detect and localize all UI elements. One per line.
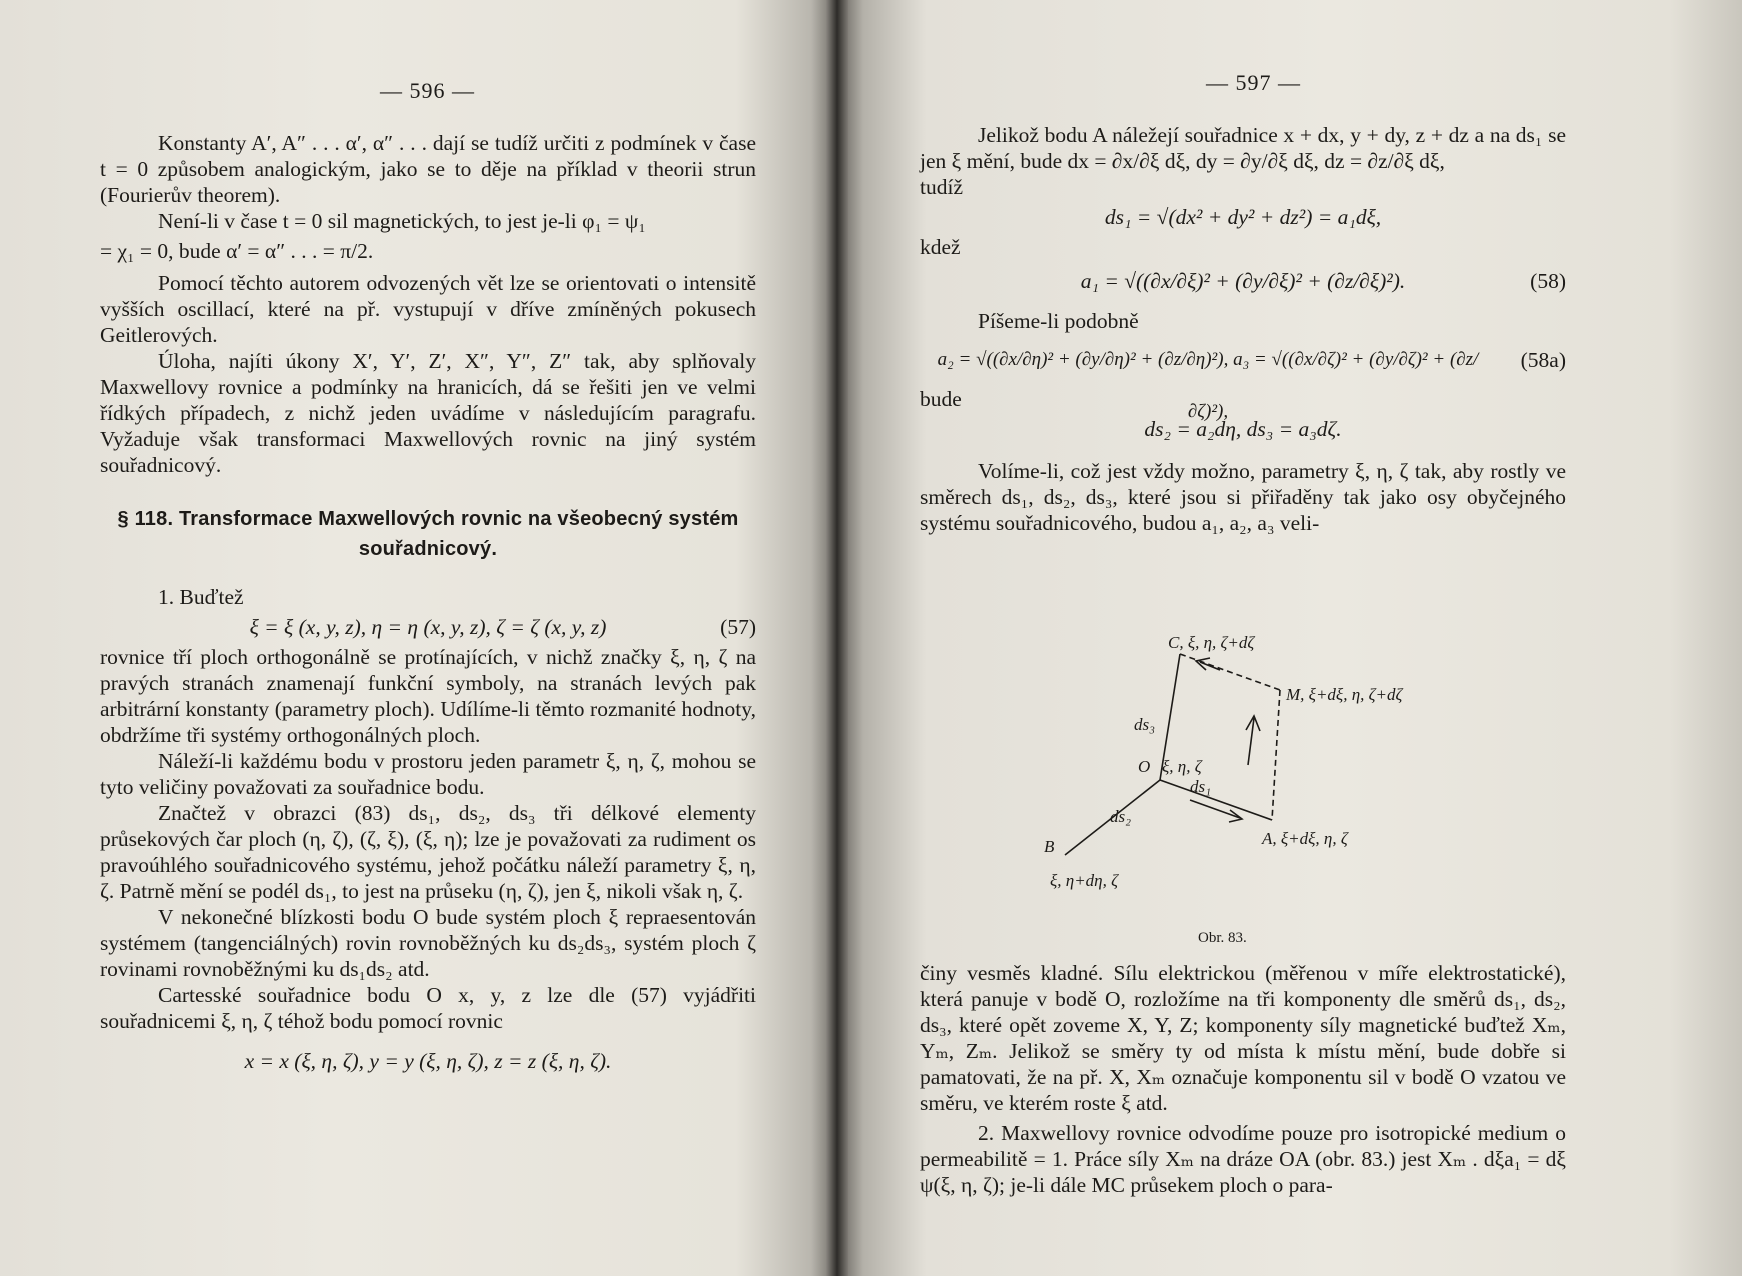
paragraph: Pomocí těchto autorem odvozených vět lze se orientovati o intensitě vyšších oscillací, které na př. vystupují v dříve zmíněných pokusech Geitlerových.: [100, 271, 756, 347]
label-bude: bude: [920, 387, 962, 411]
paragraph: V nekonečné blízkosti bodu O bude systém ploch ξ repraesentován systémem (tangenciálných) rovin rovnoběžných ku ds₂ds₃, systém ploch ζ rovinami rovnoběžnými ku ds₁ds₂ atd.: [100, 905, 756, 981]
equation-58: [920, 260, 1566, 302]
book-gutter: [826, 0, 848, 1276]
paragraph: Píšeme-li podobně: [978, 309, 1139, 333]
label-m: M, ξ+dξ, η, ζ+dζ: [1286, 685, 1403, 704]
equation-body: ds₂ = a₂dη, ds₃ = a₃dζ.: [1144, 417, 1342, 441]
edge-oa: [1160, 780, 1272, 820]
arrow-cm: [1200, 662, 1220, 670]
label-ds3: ds₃: [1134, 715, 1156, 734]
left-column: [100, 130, 756, 1078]
paragraph: 2. Maxwellovy rovnice odvodíme pouze pro isotropické medium o permeabilitě = 1. Práce síly Xₘ na dráze OA (obr. 83.) jest Xₘ . dξa₁ = dξ ψ(ξ, η, ζ); je-li dále MC průsekem ploch o para-: [920, 1121, 1566, 1197]
equation-body: ds₁ = √(dx² + dy² + dz²) = a₁dξ,: [1104, 205, 1382, 229]
label-tudiz: tudíž: [920, 175, 963, 199]
paragraph: Volíme-li, což jest vždy možno, parametry ξ, η, ζ tak, aby rostly ve směrech ds₁, ds₂, ds₃, které jsou si přiřaděny tak jako osy obyčejného systému souřadnicového, budou a₁, a₂, a₃ veli-: [920, 459, 1566, 535]
label-b-coords: ξ, η+dη, ζ: [1050, 871, 1118, 890]
label-a: A, ξ+dξ, η, ζ: [1262, 829, 1348, 848]
equation-final: [100, 1044, 756, 1078]
equation-number: (58a): [1520, 348, 1566, 372]
label-kdez: kdež: [920, 235, 961, 259]
arrow-ds1: [1190, 800, 1240, 818]
equation-number: (58): [1530, 269, 1566, 293]
edge-cm: [1180, 654, 1280, 690]
equation-number: (57): [720, 615, 756, 639]
paragraph: Konstanty A′, A″ . . . α′, α″ . . . dají se tudíž určiti z podmínek v čase t = 0 způsobem analogickým, jako se to děje na příklad v theorii strun (Fourierův theorem).: [100, 131, 756, 207]
equation-57: [100, 610, 756, 644]
label-o-coords: ξ, η, ζ: [1162, 757, 1202, 776]
section-heading: § 118. Transformace Maxwellových rovnic na všeobecný systém souřadnicový.: [117, 508, 739, 560]
label-o: O: [1138, 757, 1151, 776]
page-number-left: — 596 —: [380, 78, 475, 103]
paragraph: Není-li v čase t = 0 sil magnetických, to jest je-li φ₁ = ψ₁: [158, 209, 646, 233]
edge-ma: [1272, 690, 1280, 820]
equation-ds23: [920, 412, 1566, 446]
right-column: [920, 122, 1566, 536]
paragraph: Úloha, najíti úkony X′, Y′, Z′, X″, Y″, Z″ tak, aby splňovaly Maxwellovy rovnice a podmínky na hranicích, dá se řešiti jen ve velmi řídkých případech, z nichž jeden uvádíme v následujícím paragrafu. Vyžaduje však transformaci Maxwellových rovnic na jiný systém souřadnicový.: [100, 349, 756, 477]
equation-body: a₁ = √((∂x/∂ξ)² + (∂y/∂ξ)² + (∂z/∂ξ)²).: [1080, 269, 1406, 293]
equation-body: ξ = ξ (x, y, z), η = η (x, y, z), ζ = ζ (x, y, z): [249, 615, 607, 639]
label-ds2: ds₂: [1110, 807, 1132, 826]
paragraph: = χ₁ = 0, bude α′ = α″ . . . = π/2.: [100, 239, 374, 263]
figure-caption: Obr. 83.: [1198, 930, 1247, 946]
paragraph: činy vesměs kladné. Sílu elektrickou (měřenou v míře elektrostatické), která panuje v bodě O, rozložíme na tři komponenty dle směrů ds₁, ds₂, ds₃, které opět zoveme X, Y, Z; komponenty síly magnetické buďtež Xₘ, Yₘ, Zₘ. Jelikož se směry ty od místa k místu mění, bude dobře si pamatovati, že na př. X, Xₘ označuje komponentu sil v bodě O vzatou ve směru, ve kterém roste ξ atd.: [920, 961, 1566, 1115]
label-b: B: [1044, 837, 1055, 856]
equation-body: x = x (ξ, η, ζ), y = y (ξ, η, ζ), z = z (ξ, η, ζ).: [244, 1049, 612, 1073]
paragraph: Jelikož bodu A náležejí souřadnice x + dx, y + dy, z + dz a na ds₁ se jen ξ mění, bude dx = ∂x/∂ξ dξ, dy = ∂y/∂ξ dξ, dz = ∂z/∂ξ dξ,: [920, 123, 1566, 173]
label-ds1: ds₁: [1190, 777, 1212, 796]
paragraph: 1. Buďtež: [158, 585, 244, 609]
paragraph: rovnice tří ploch orthogonálně se protínajících, v nichž značky ξ, η, ζ na pravých stranách znamenají funkční symboly, na stranách levých pak arbitrární konstanty (parametry ploch). Udílíme-li těmto rozmanité hodnoty, obdržíme tři systémy orthogonálných ploch.: [100, 645, 756, 747]
label-c: C, ξ, η, ζ+dζ: [1168, 633, 1255, 652]
paragraph: Cartesské souřadnice bodu O x, y, z lze dle (57) vyjádřiti souřadnicemi ξ, η, ζ téhož bodu pomocí rovnic: [100, 983, 756, 1033]
right-column-lower: [920, 960, 1566, 1198]
figure-83: [1010, 630, 1570, 930]
equation-ds1: [920, 200, 1566, 234]
page-number-right: — 597 —: [1206, 70, 1301, 95]
equation-body: a₂ = √((∂x/∂η)² + (∂y/∂η)² + (∂z/∂η)²), a₃ = √((∂x/∂ζ)² + (∂y/∂ζ)² + (∂z/∂ζ)²),: [937, 349, 1479, 422]
paragraph: Náleží-li každému bodu v prostoru jeden parametr ξ, η, ζ, mohou se tyto veličiny považovati za souřadnice bodu.: [100, 749, 756, 799]
paragraph: Značtež v obrazci (83) ds₁, ds₂, ds₃ tři délkové elementy průsekových čar ploch (η, ζ), (ζ, ξ), (ξ, η); lze je považovati za rudiment os pravoúhlého souřadnicového systému, jehož počátku náleží parametry ξ, η, ζ. Patrně mění se podél ds₁, to jest na průseku (η, ζ), jen ξ, nikoli však η, ζ.: [100, 801, 756, 903]
